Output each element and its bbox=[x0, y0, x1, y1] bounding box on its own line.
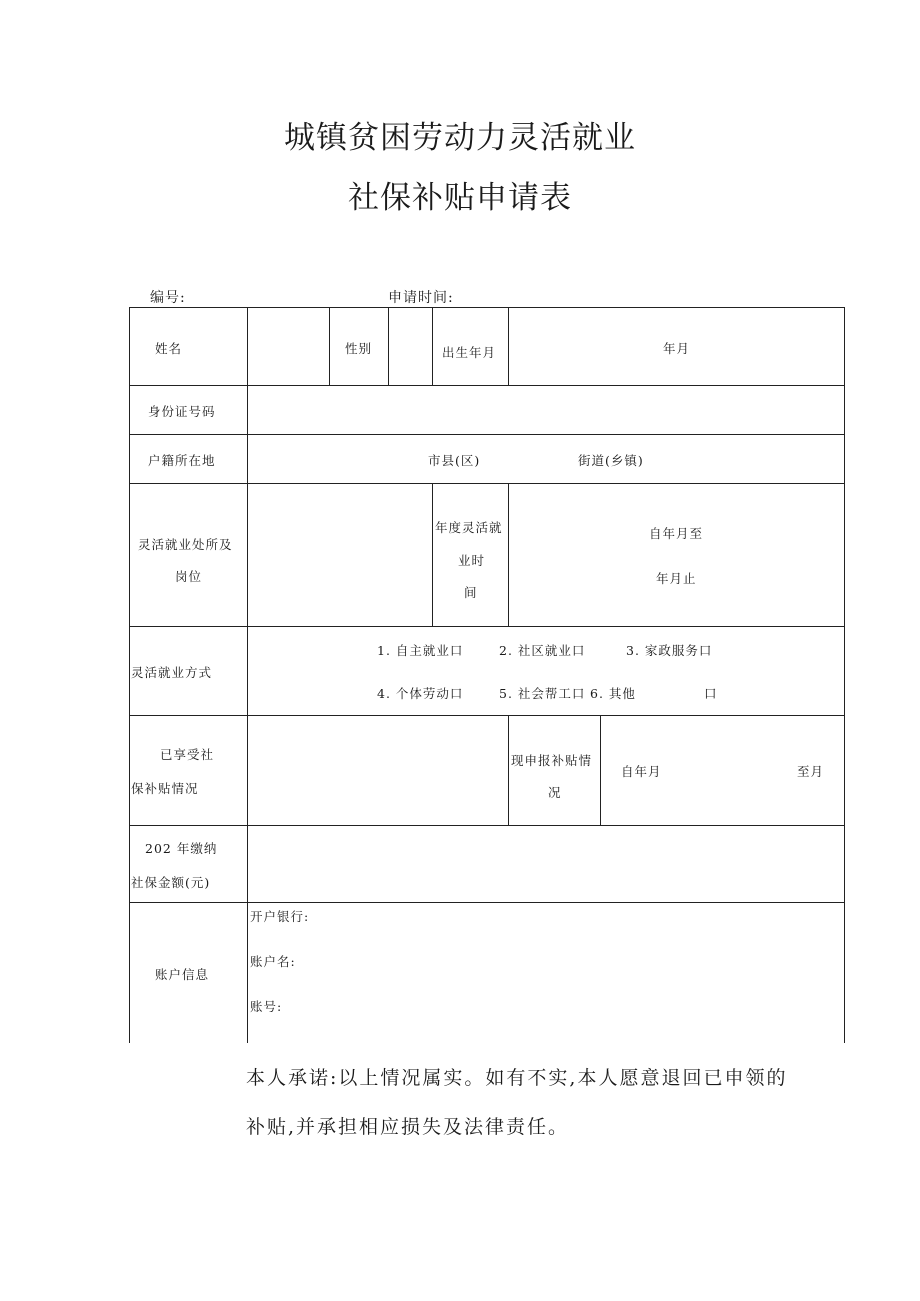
table-line bbox=[432, 483, 433, 626]
table-line bbox=[129, 715, 845, 716]
mode-label: 灵活就业方式 bbox=[131, 665, 213, 680]
table-line bbox=[129, 307, 130, 1043]
received-label-2: 保补贴情况 bbox=[131, 781, 199, 796]
workplace-label-2: 岗位 bbox=[175, 569, 203, 584]
table-line bbox=[129, 434, 845, 435]
mode-option-1: 1. 自主就业口 bbox=[377, 643, 464, 658]
table-line bbox=[508, 307, 509, 385]
table-line bbox=[508, 483, 509, 626]
period-to-text: 年月止 bbox=[656, 571, 697, 586]
workplace-label-1: 灵活就业处所及 bbox=[138, 537, 233, 552]
mode-option-5: 5. 社会帮工口 bbox=[499, 686, 586, 701]
name-label: 姓名 bbox=[155, 341, 183, 356]
mode-option-6-box: 口 bbox=[704, 686, 718, 701]
mode-option-6: 6. 其他 bbox=[590, 686, 636, 701]
period-label-2: 业时 bbox=[458, 553, 486, 568]
table-line bbox=[388, 307, 389, 385]
street-town-text: 街道(乡镇) bbox=[578, 453, 644, 468]
birth-label: 出生年月 bbox=[442, 345, 497, 360]
title-line-1: 城镇贫困劳动力灵活就业 bbox=[284, 120, 636, 156]
account-label: 账户信息 bbox=[155, 967, 210, 982]
holder-label: 账户名: bbox=[250, 954, 296, 969]
account-number-label: 账号: bbox=[250, 999, 283, 1014]
mode-option-3: 3. 家政服务口 bbox=[626, 643, 713, 658]
received-label-1: 已享受社 bbox=[160, 747, 215, 762]
mode-option-2: 2. 社区就业口 bbox=[499, 643, 586, 658]
table-line bbox=[432, 307, 433, 385]
apply-to-text: 至月 bbox=[797, 764, 825, 779]
amount-label-2: 社保金额(元) bbox=[131, 875, 211, 890]
mode-option-4: 4. 个体劳动口 bbox=[377, 686, 464, 701]
pledge-line-2: 补贴,并承担相应损失及法律责任。 bbox=[246, 1116, 570, 1138]
date-label: 申请时间: bbox=[388, 290, 454, 306]
pledge-line-1: 本人承诺:以上情况属实。如有不实,本人愿意退回已申领的 bbox=[246, 1067, 788, 1089]
apply-label-1: 现申报补贴情 bbox=[511, 753, 593, 768]
table-line bbox=[247, 307, 248, 1043]
table-line bbox=[129, 626, 845, 627]
id-number-label: 身份证号码 bbox=[148, 404, 216, 419]
table-line bbox=[508, 715, 509, 825]
period-label-1: 年度灵活就 bbox=[435, 520, 503, 535]
period-from-text: 自年月至 bbox=[649, 526, 704, 541]
city-county-text: 市县(区) bbox=[428, 453, 481, 468]
birth-value: 年月 bbox=[663, 341, 691, 356]
table-line bbox=[129, 307, 845, 308]
household-label: 户籍所在地 bbox=[148, 453, 216, 468]
table-line bbox=[329, 307, 330, 385]
number-label: 编号: bbox=[150, 290, 186, 306]
table-line bbox=[129, 385, 845, 386]
table-line bbox=[600, 715, 601, 825]
apply-from-text: 自年月 bbox=[621, 764, 662, 779]
period-label-3: 间 bbox=[464, 585, 478, 600]
amount-label-1: 202 年缴纳 bbox=[145, 841, 218, 856]
table-line bbox=[129, 483, 845, 484]
gender-label: 性别 bbox=[345, 341, 373, 356]
table-line bbox=[844, 307, 845, 1043]
apply-label-2: 况 bbox=[548, 785, 562, 800]
table-line bbox=[129, 825, 845, 826]
title-line-2: 社保补贴申请表 bbox=[348, 180, 572, 216]
bank-label: 开户银行: bbox=[250, 909, 310, 924]
table-line bbox=[129, 902, 845, 903]
